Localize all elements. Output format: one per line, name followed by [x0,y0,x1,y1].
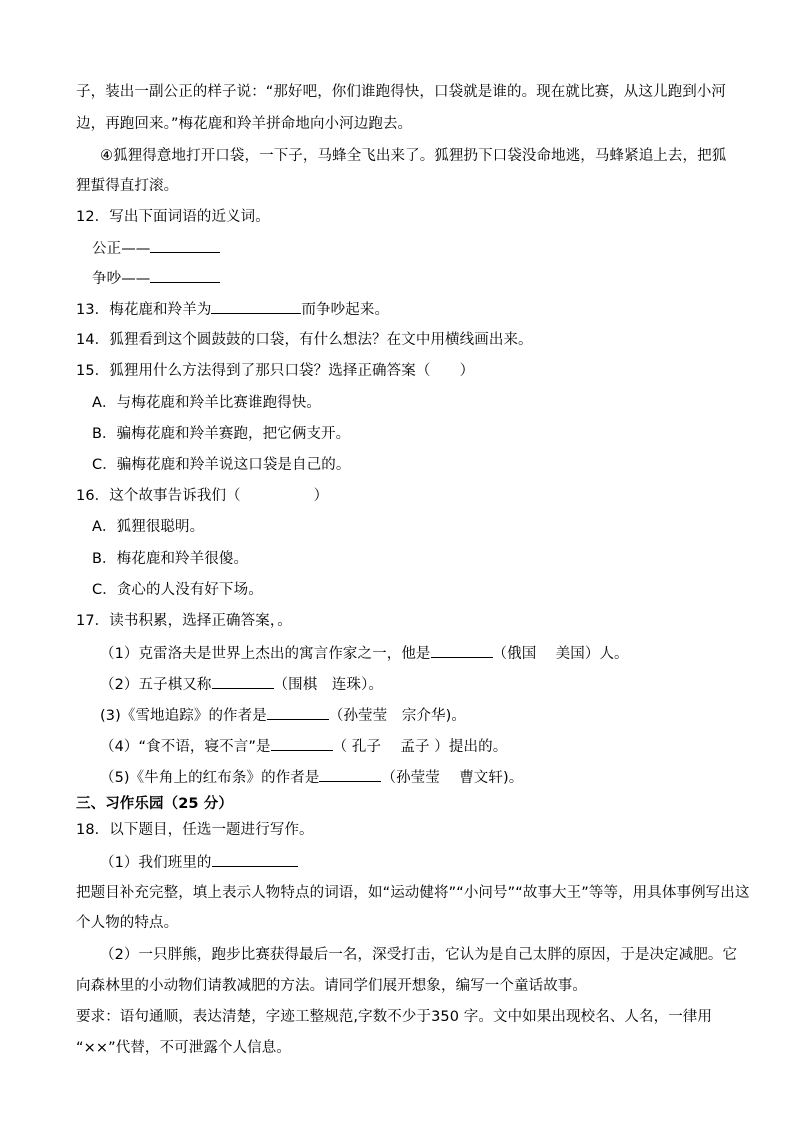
question-13 [76,299,756,320]
question-15-option-b[interactable]: B．骗梅花鹿和羚羊赛跑，把它俩支开。 [92,426,351,442]
word-label: 争吵—— [92,271,151,287]
question-17-item-4 [100,736,780,757]
item-choices: （孙莹莹 宗介华)。 [328,708,466,724]
question-17-item-3 [100,705,780,726]
question-17-item-1 [100,643,780,664]
question-text: 13．梅花鹿和羚羊为 [76,302,212,318]
answer-blank[interactable] [150,268,220,283]
question-16-option-b[interactable]: B．梅花鹿和羚羊很傻。 [92,551,249,567]
passage-paragraph-4 [100,146,780,166]
question-12-word-1 [92,238,772,259]
answer-blank[interactable] [431,643,493,658]
question-16-option-a[interactable]: A．狐狸很聪明。 [92,519,205,535]
question-18-option-2: 向森林里的小动物们请教减肥的方法。请同学们展开想象，编写一个童话故事。 [76,978,587,994]
passage-line: 边，再跑回来。”梅花鹿和羚羊拼命地向小河边跑去。 [76,116,413,132]
question-14-stem: 14．狐狸看到这个圆鼓鼓的口袋，有什么想法？在文中用横线画出来。 [76,332,533,348]
question-12-word-2 [92,268,772,289]
answer-blank[interactable] [150,238,220,253]
item-text: （1）克雷洛夫是世界上杰出的寓言作家之一，他是 [100,646,431,662]
answer-blank[interactable] [267,705,329,720]
item-text: （2）五子棋又称 [100,677,212,693]
question-18-requirements: “××”代替，不可泄露个人信息。 [76,1040,291,1056]
item-text: （4）“食不语，寝不言”是 [100,739,271,755]
question-15-option-a[interactable]: A．与梅花鹿和羚羊比赛谁跑得快。 [92,395,322,411]
question-18-requirements: 要求：语句通顺，表达清楚，字迹工整规范,字数不少于350 字。文中如果出现校名、人名，一律用 [76,1009,712,1025]
answer-blank[interactable] [319,767,381,782]
section-title: 三、习作乐园（25 分） [76,796,233,812]
question-18-option-1-desc: 个人物的特点。 [76,915,179,931]
answer-blank[interactable] [271,736,333,751]
question-17-stem: 17．读书积累，选择正确答案，。 [76,613,292,629]
item-text: (3)《雪地追踪》的作者是 [100,708,267,724]
paragraph-number: ④ [100,148,114,164]
word-label: 公正—— [92,241,151,257]
item-choices: （围棋 连珠）。 [273,677,384,693]
question-18-option-1 [100,852,780,873]
question-16-option-c[interactable]: C．贪心的人没有好下场。 [92,582,263,598]
question-16-stem: 16．这个故事告诉我们（ ） [76,488,329,504]
question-12-stem: 12．写出下面词语的近义词。 [76,209,270,225]
item-choices: （孙莹莹 曹文轩)。 [381,770,524,786]
item-text: （5)《牛角上的红布条》的作者是 [100,770,320,786]
question-15-option-c[interactable]: C．骗梅花鹿和羚羊说这口袋是自己的。 [92,457,351,473]
passage-line: 狸蜇得直打滚。 [76,178,179,194]
item-choices: （俄国 美国）人。 [492,646,629,662]
question-15-stem: 15．狐狸用什么方法得到了那只口袋？选择正确答案（ ） [76,363,475,379]
option-text: （1）我们班里的 [100,855,212,871]
answer-blank[interactable] [212,674,274,689]
answer-blank[interactable] [211,299,301,314]
question-text: 而争吵起来。 [301,302,390,318]
question-18-option-2: （2）一只胖熊，跑步比赛获得最后一名，深受打击，它认为是自己太胖的原因，于是决定减肥。它 [100,947,738,963]
title-blank[interactable] [212,852,298,867]
question-18-option-1-desc: 把题目补充完整，填上表示人物特点的词语，如“运动健将”“小问号”“故事大王”等等，用具体事例写出这 [76,885,750,901]
question-18-stem: 18．以下题目，任选一题进行写作。 [76,822,314,838]
question-17-item-2 [100,674,780,695]
item-choices: （ 孔子 孟子 ）提出的。 [332,739,508,755]
passage-line: 子，装出一副公正的样子说：“那好吧，你们谁跑得快，口袋就是谁的。现在就比赛，从这儿跑到小河 [76,84,727,100]
passage-text: 狐狸得意地打开口袋，一下子，马蜂全飞出来了。狐狸扔下口袋没命地逃，马蜂紧追上去，把狐 [113,148,727,164]
question-17-item-5 [100,767,780,788]
